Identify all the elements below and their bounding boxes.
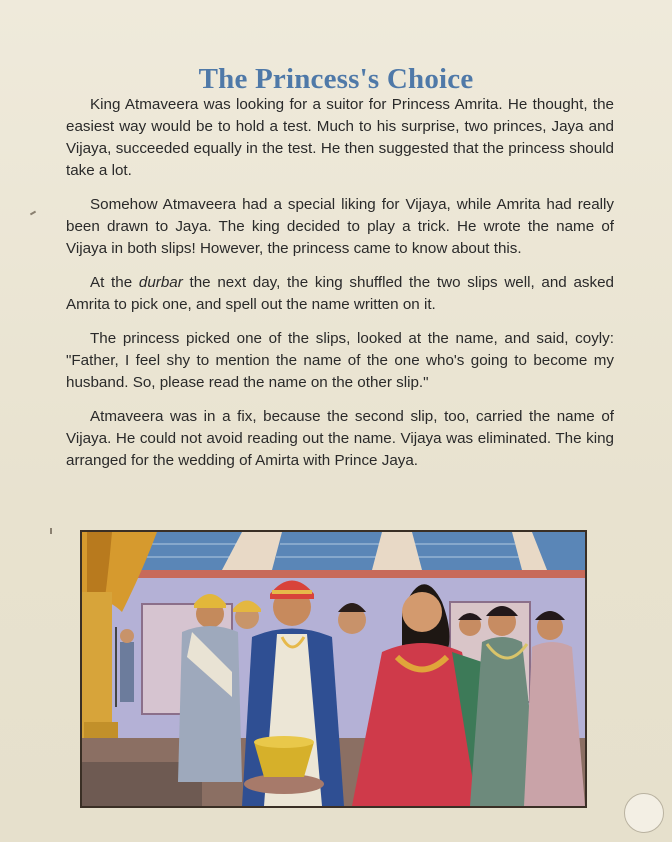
paragraph-3-start: At the bbox=[90, 274, 139, 291]
scan-mark bbox=[30, 211, 36, 216]
paragraph-2: Somehow Atmaveera had a special liking for Vijaya, while Amrita had really been drawn to Jaya. The king decided to play a trick. He wrote the name of Vijaya in both slips! However, the princess came to know about this. bbox=[66, 196, 614, 257]
paragraph-4: The princess picked one of the slips, looked at the name, and said, coyly: "Father, I feel shy to mention the name of the one who's going to become my husband. So, please read the name on the other slip." bbox=[66, 330, 614, 391]
paragraph-3-end: the next day, the king shuffled the two slips well, and asked Amrita to pick one, and spell out the name written on it. bbox=[66, 274, 614, 313]
logo-icon bbox=[624, 793, 664, 833]
durbar-italic: durbar bbox=[138, 274, 183, 291]
paragraph-3 bbox=[66, 272, 614, 316]
scan-mark bbox=[50, 528, 52, 534]
paragraph-1: King Atmaveera was looking for a suitor for Princess Amrita. He thought, the easiest way would be to hold a test. Much to his surprise, two princes, Jaya and Vijaya, succeeded equally in the test. He then suggested that the princess should take a lot. bbox=[66, 96, 614, 179]
court-scene-illustration bbox=[80, 530, 587, 808]
story-title: The Princess's Choice bbox=[198, 63, 474, 96]
story-text bbox=[66, 94, 614, 484]
paragraph-5: Atmaveera was in a fix, because the second slip, too, carried the name of Vijaya. He could not avoid reading out the name. Vijaya was eliminated. The king arranged for the wedding of Amirta with Prince Jaya. bbox=[66, 408, 614, 469]
